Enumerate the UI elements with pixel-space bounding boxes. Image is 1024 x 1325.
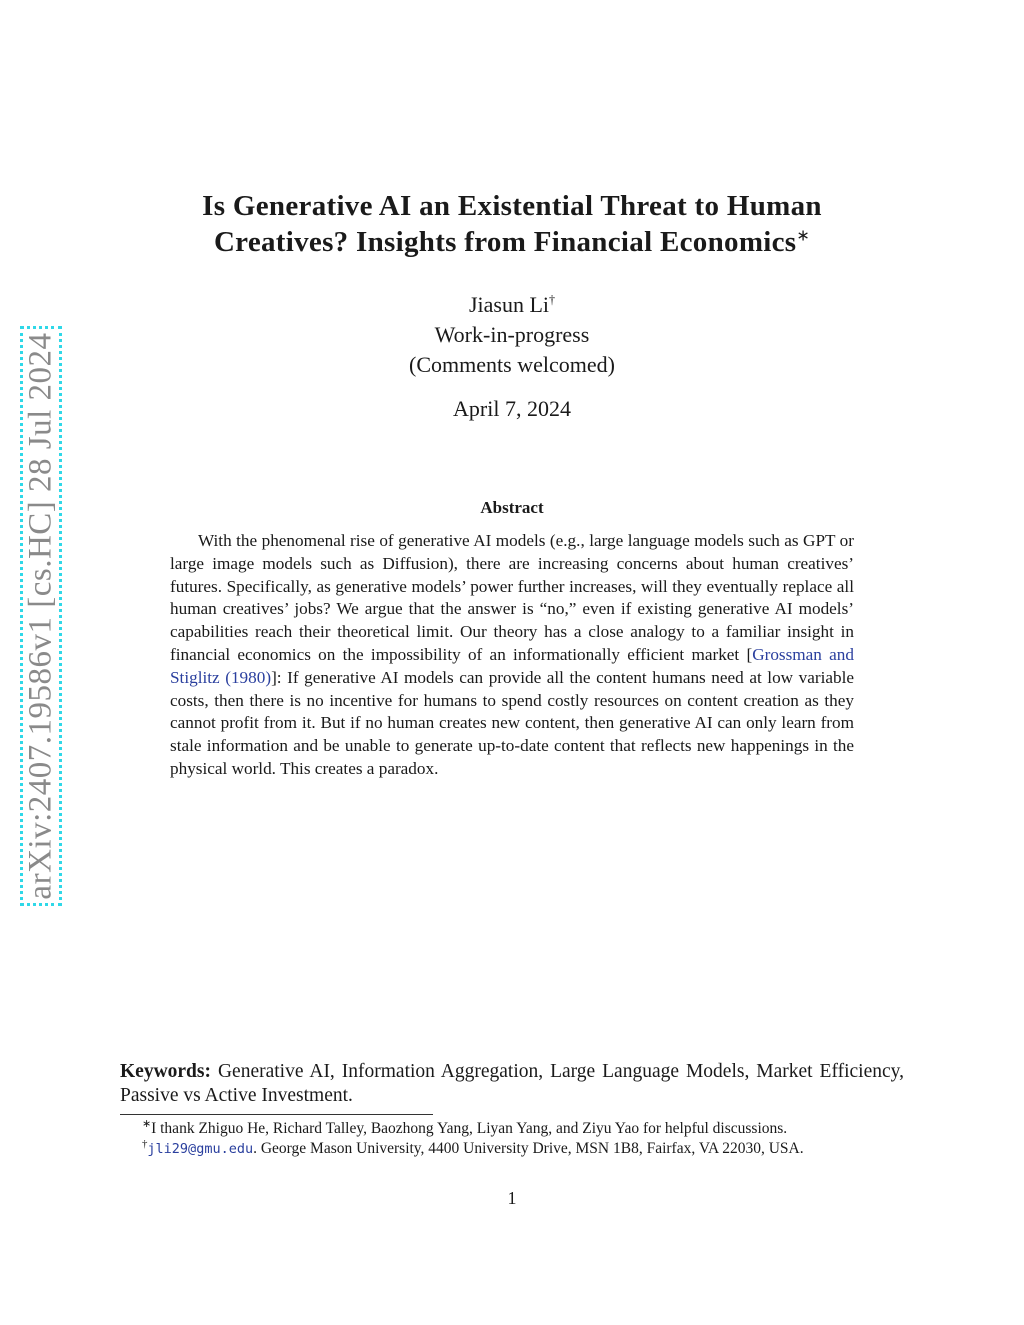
arxiv-stamp <box>20 326 62 906</box>
abstract-body <box>170 530 854 781</box>
author-email-link[interactable]: jli29@gmu.edu <box>147 1141 254 1157</box>
keywords-text: Generative AI, Information Aggregation, Large Language Models, Market Efficiency, Passive vs Active Investment. <box>120 1061 904 1106</box>
footnote-mark: † <box>142 1137 148 1150</box>
keywords-paragraph <box>120 1060 904 1108</box>
title-line-2: Creatives? Insights from Financial Economics <box>213 226 797 258</box>
footnotes <box>120 1119 920 1159</box>
abstract-text-part-1: With the phenomenal rise of generative AI models (e.g., large language models such as GPT or large image models such as Diffusion), there are increasing concerns about human creatives’ futures. Specifically, as generative models’ power further increases, will they eventually replace all human creatives’ jobs? We argue that the answer is “no,” even if existing generative AI models’ capabilities reach their theoretical limit. Our theory has a close analogy to a familiar insight in financial economics on the impossibility of an informationally efficient market [ <box>170 531 854 664</box>
abstract-text-part-2: ]: If generative AI models can provide all the content humans need at low variable costs, then there is no incentive for humans to spend costly resources on content creation as they cannot profit from it. But if no human creates new content, then generative AI can only learn from stale information and be unable to generate up-to-date content that reflects new happenings in the physical world. This creates a paradox. <box>170 667 854 778</box>
author-name: Jiasun Li <box>468 292 549 317</box>
paper-date: April 7, 2024 <box>453 396 571 421</box>
citation-link[interactable]: Grossman and Stiglitz (1980) <box>170 644 854 687</box>
paper-title <box>120 188 904 260</box>
footnote-contact <box>120 1139 920 1159</box>
footnote-text: . George Mason University, 4400 University Drive, MSN 1B8, Fairfax, VA 22030, USA. <box>253 1140 804 1157</box>
footnote-acknowledgment <box>120 1119 920 1139</box>
keywords-label: Keywords: <box>120 1061 211 1082</box>
footnote-divider <box>120 1114 433 1115</box>
author-footnote-mark: † <box>549 292 556 307</box>
page-number: 1 <box>507 1188 517 1208</box>
author-block <box>120 290 904 380</box>
arxiv-identifier: arXiv:2407.19586v1 [cs.HC] 28 Jul 2024 <box>22 332 59 900</box>
footnote-mark: ∗ <box>142 1117 152 1130</box>
footnote-text: I thank Zhiguo He, Richard Talley, Baozhong Yang, Liyan Yang, and Ziyu Yao for helpful discussions. <box>151 1120 788 1137</box>
paper-status: Work-in-progress <box>434 322 590 347</box>
title-line-1: Is Generative AI an Existential Threat to Human <box>202 190 822 222</box>
abstract-heading: Abstract <box>480 498 544 517</box>
comments-note: (Comments welcomed) <box>409 352 615 377</box>
title-footnote-mark: ∗ <box>796 227 811 245</box>
